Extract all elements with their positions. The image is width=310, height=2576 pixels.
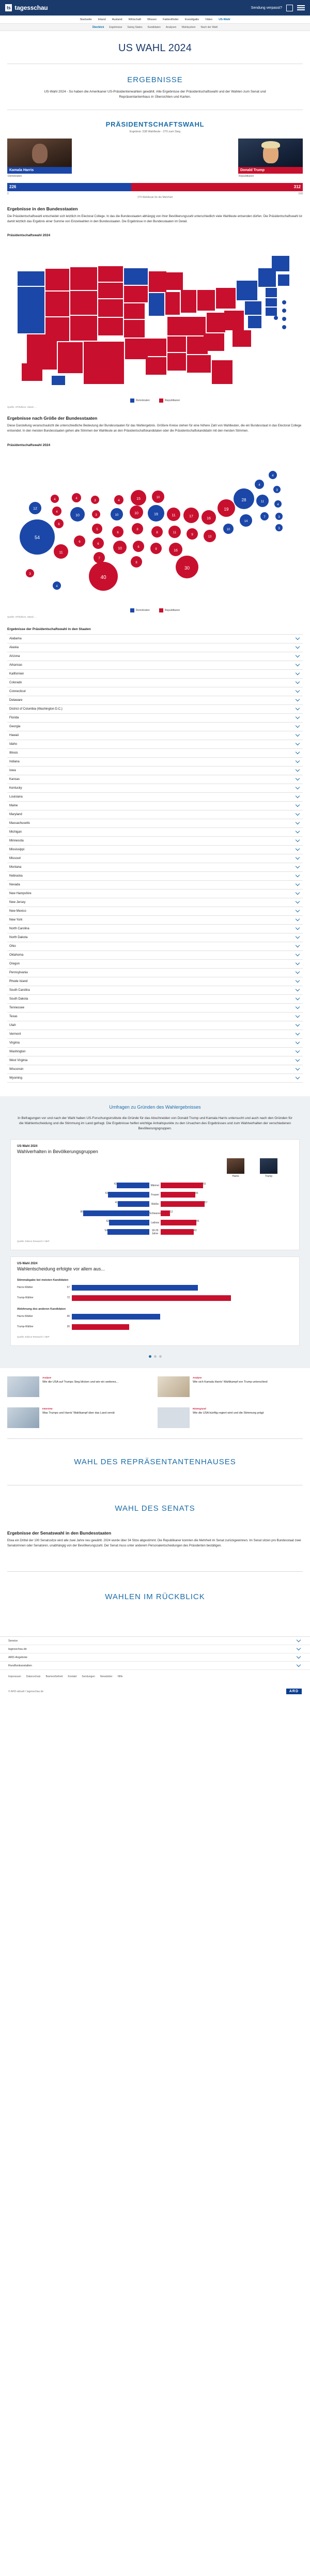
accordion-item-alabama[interactable]: Alabama (7, 635, 303, 643)
footer-links[interactable] (0, 1670, 310, 1683)
svg-text:10: 10 (156, 496, 160, 499)
electors-trump: 312 (131, 183, 303, 191)
svg-text:54: 54 (34, 534, 40, 540)
accordion-item-oklahoma[interactable]: Oklahoma (7, 951, 303, 960)
chevron-down-icon[interactable] (296, 750, 300, 754)
accordion-item-oregon[interactable]: Oregon (7, 960, 303, 969)
footer-item-ard-angebote[interactable]: ARD-Angebote (0, 1653, 310, 1662)
candidate-row (0, 139, 310, 179)
bubble-map-source: Quelle: AP/Edison, Stand: ... (7, 615, 37, 618)
chevron-down-icon[interactable] (296, 1057, 300, 1062)
accordion-item-delaware[interactable]: Delaware (7, 696, 303, 705)
svg-text:3: 3 (95, 513, 97, 517)
svg-text:9: 9 (191, 533, 193, 536)
accordion-item-arkansas[interactable]: Arkansas (7, 661, 303, 670)
accordion-item-rhode-island[interactable]: Rhode Island (7, 977, 303, 986)
svg-text:10: 10 (226, 528, 230, 531)
candidate-photo-harris (7, 139, 72, 167)
svg-text:10: 10 (118, 546, 122, 550)
accordion-item-michigan[interactable]: Michigan (7, 828, 303, 837)
nav-item-investigativ[interactable]: Investigativ (184, 18, 199, 21)
accordion-item-connecticut[interactable]: Connecticut (7, 687, 303, 696)
svg-text:11: 11 (59, 550, 63, 555)
accordion-item-new-jersey[interactable]: New Jersey (7, 898, 303, 907)
teaser-thumbnail-3 (7, 1407, 39, 1428)
svg-text:40: 40 (100, 574, 106, 580)
svg-text:3: 3 (278, 515, 280, 519)
block-electors-heading: Ergebnisse in den Bundesstaaten (7, 206, 78, 211)
survey-row-maenner: 42 Männer 55 (17, 1182, 293, 1189)
accordion-item-nevada[interactable]: Nevada (7, 881, 303, 890)
chevron-down-icon[interactable] (297, 1646, 301, 1650)
block-size (0, 408, 310, 436)
svg-text:4: 4 (54, 498, 56, 501)
chevron-down-icon[interactable] (296, 961, 300, 965)
svg-text:3: 3 (94, 499, 96, 502)
accordion-item-north-carolina[interactable]: North Carolina (7, 925, 303, 933)
footer-link-barrierefreiheit[interactable]: Barrierefreiheit (45, 1675, 63, 1679)
candidate-card-trump[interactable] (238, 139, 303, 179)
teaser-row-2 (0, 1407, 310, 1438)
footer-link-sendungen[interactable]: Sendungen (82, 1675, 95, 1679)
svg-text:4: 4 (272, 474, 274, 478)
accordion-item-south-dakota[interactable]: South Dakota (7, 995, 303, 1004)
accordion-item-mississippi[interactable]: Mississippi (7, 846, 303, 854)
teaser-4[interactable]: Hintergrund Wie die USA künftig regiert wird und die Stimmung prägt (158, 1407, 303, 1428)
svg-text:13: 13 (208, 535, 212, 539)
map-source: Quelle: AP/Edison, Stand: ... (7, 406, 37, 409)
svg-text:4: 4 (75, 497, 78, 500)
svg-text:30: 30 (184, 565, 190, 571)
chevron-down-icon[interactable] (296, 838, 300, 842)
card-kicker: US-Wahl 2024 (17, 1144, 38, 1148)
chevron-down-icon[interactable] (296, 987, 300, 991)
subnav-item-swing-states[interactable]: Swing States (127, 25, 143, 29)
accordion-item-wyoming[interactable]: Wyoming (7, 1074, 303, 1083)
footer-link-kontakt[interactable]: Kontakt (68, 1675, 77, 1679)
accordion-item-minnesota[interactable]: Minnesota (7, 837, 303, 846)
chevron-down-icon[interactable] (296, 1005, 300, 1009)
section-title-ergebnisse: ERGEBNISSE (127, 75, 183, 84)
chevron-down-icon[interactable] (296, 864, 300, 868)
svg-text:15: 15 (136, 497, 141, 501)
section-title-repraesentantenhaus: WAHL DES REPRÄSENTANTENHAUSES (74, 1457, 236, 1466)
accordion-item-district-of-columbia[interactable]: District of Columbia (Washington D.C.) (7, 705, 303, 714)
chevron-down-icon[interactable] (296, 662, 300, 666)
mini-candidate-trump: Trump (260, 1158, 277, 1178)
chevron-down-icon[interactable] (296, 891, 300, 895)
accordion-item-iowa[interactable]: Iowa (7, 766, 303, 775)
sendung-verpasst-label[interactable]: Sendung verpasst? (251, 6, 282, 10)
states-accordion[interactable] (7, 634, 303, 1083)
accordion-item-kansas[interactable]: Kansas (7, 775, 303, 784)
chevron-down-icon[interactable] (296, 759, 300, 763)
chevron-down-icon[interactable] (296, 847, 300, 851)
svg-text:4: 4 (56, 510, 58, 514)
teaser-thumbnail-2 (158, 1376, 190, 1397)
sub-nav[interactable] (0, 24, 310, 31)
legend-dem: Demokraten (130, 398, 150, 403)
accordion-item-georgia[interactable]: Georgia (7, 723, 303, 731)
us-bubble-map[interactable] (7, 450, 303, 605)
svg-text:8: 8 (136, 528, 138, 531)
svg-text:10: 10 (75, 513, 80, 517)
bar-harris-rejection: Harris-Wähler 40 (17, 1313, 293, 1321)
chevron-down-icon[interactable] (296, 803, 300, 807)
accordion-item-virginia[interactable]: Virginia (7, 1039, 303, 1048)
carousel-dots[interactable] (0, 1352, 310, 1358)
chevron-down-icon[interactable] (296, 899, 300, 903)
svg-text:19: 19 (224, 507, 229, 512)
svg-text:28: 28 (241, 497, 246, 502)
map-states (18, 256, 289, 385)
accordion-item-florida[interactable]: Florida (7, 714, 303, 723)
chevron-down-icon[interactable] (296, 724, 300, 728)
accordion-item-maryland[interactable]: Maryland (7, 810, 303, 819)
scale-right: 538 (298, 192, 303, 195)
accordion-item-ohio[interactable]: Ohio (7, 942, 303, 951)
svg-text:14: 14 (244, 519, 248, 523)
chevron-down-icon[interactable] (296, 952, 300, 956)
accordion-item-louisiana[interactable]: Louisiana (7, 793, 303, 802)
survey-row-schwarze: 86 Schwarze 12 (17, 1210, 293, 1217)
accordion-item-utah[interactable]: Utah (7, 1021, 303, 1030)
accordion-item-west-virginia[interactable]: West Virginia (7, 1056, 303, 1065)
accordion-item-north-dakota[interactable]: North Dakota (7, 933, 303, 942)
map-caption: Präsidentschaftswahl 2024 (7, 234, 51, 238)
accordion-item-hawaii[interactable]: Hawaii (7, 731, 303, 740)
teaser-row-1 (0, 1368, 310, 1407)
candidate-name-harris: Kamala Harris (7, 167, 72, 174)
accordion-item-nebraska[interactable]: Nebraska (7, 872, 303, 881)
card-title: Wahlverhalten in Bevölkerungsgruppen (17, 1148, 98, 1154)
section-title-rueckblick: WAHLEN IM RÜCKBLICK (105, 1592, 205, 1602)
footer (0, 1636, 310, 1703)
chevron-down-icon[interactable] (296, 794, 300, 798)
card-candidates (17, 1158, 293, 1178)
card-source: Quelle: Edison Research / NEP (17, 1239, 50, 1243)
chevron-down-icon[interactable] (296, 829, 300, 833)
svg-text:16: 16 (207, 516, 211, 520)
candidate-party-trump: Republikaner (239, 174, 254, 178)
chevron-down-icon[interactable] (296, 811, 300, 816)
survey-row-latinos: 52 Latinos 46 (17, 1219, 293, 1226)
teaser-3[interactable]: Interview Was Trumps und Harris' Wahlkampf über das Land verrät (7, 1407, 152, 1428)
bar-trump-rejection: Trump-Wähler 26 (17, 1323, 293, 1331)
svg-text:7: 7 (264, 515, 266, 519)
footer-item-service[interactable]: Service (0, 1637, 310, 1645)
chevron-down-icon[interactable] (296, 1022, 300, 1026)
footer-link-newsletter[interactable]: Newsletter (100, 1675, 113, 1679)
chevron-down-icon[interactable] (296, 732, 300, 737)
chevron-down-icon[interactable] (296, 908, 300, 912)
svg-text:6: 6 (58, 523, 60, 526)
card-group-b-title: Ablehnung des anderen Kandidaten (17, 1307, 66, 1311)
accordion-item-new-york[interactable]: New York (7, 916, 303, 925)
carousel-dot-2[interactable] (154, 1355, 157, 1358)
nav-item-wirtschaft[interactable]: Wirtschaft (128, 18, 142, 21)
svg-text:6: 6 (97, 542, 99, 546)
chevron-down-icon[interactable] (296, 1049, 300, 1053)
accordion-item-arizona[interactable]: Arizona (7, 652, 303, 661)
svg-text:8: 8 (135, 561, 137, 564)
chevron-down-icon[interactable] (296, 1040, 300, 1044)
chevron-down-icon[interactable] (296, 741, 300, 745)
footer-link-datenschutz[interactable]: Datenschutz (26, 1675, 41, 1679)
legend-rep: Republikaner (159, 608, 180, 612)
survey-section (0, 1096, 310, 1368)
block-electors (0, 199, 310, 226)
chevron-down-icon[interactable] (296, 820, 300, 824)
svg-text:11: 11 (260, 500, 265, 503)
accordion-item-kentucky[interactable]: Kentucky (7, 784, 303, 793)
brand-logo[interactable] (5, 4, 48, 11)
top-bar (0, 0, 310, 16)
svg-text:3: 3 (276, 488, 278, 492)
section-title-senat: WAHL DES SENATS (115, 1504, 195, 1513)
teaser-2[interactable]: Analyse Wie sich Kamala Harris' Wahlkampf von Trump unterschied (158, 1376, 303, 1397)
majority-label: 270 Wahlleute für die Mehrheit (137, 195, 173, 199)
card-source: Quelle: Edison Research / NEP (17, 1335, 50, 1338)
footer-item-tagesschau[interactable]: tagesschau.de (0, 1645, 310, 1653)
chevron-down-icon[interactable] (296, 917, 300, 921)
block-electors-text: Die Präsidentschaftswahl entscheidet sich letztlich im Electoral College. In das die Bundesstaaten abhängig von ihrer Bevölkerungszahl unterschiedlich viele Wahlleute entsenden dürfen. Die Präsidentschaftswahl ist damit letztlich das Ergebnis einer Summe von Einzelwahlen in den Bundesstaaten. Die Ergebnisse in den Bundesstaaten im Detail. (7, 214, 302, 223)
svg-text:12: 12 (33, 507, 37, 511)
footer-item-rundfunkanstalten[interactable]: Rundfunkanstalten (0, 1662, 310, 1670)
search-icon[interactable] (286, 5, 293, 11)
chevron-down-icon[interactable] (297, 1654, 301, 1659)
scale-left: 0 (7, 192, 9, 195)
chevron-down-icon[interactable] (296, 715, 300, 719)
subnav-item-nach-der-wahl[interactable]: Nach der Wahl (200, 25, 218, 29)
electoral-subtitle: Ergebnis: 538 Wahlleute - 270 zum Sieg (129, 130, 181, 133)
candidate-name-trump: Donald Trump (238, 167, 303, 174)
bar-trump-support: Trump-Wähler 72 (17, 1294, 293, 1302)
card-title: Wahlentscheidung erfolgte vor allem aus... (17, 1266, 105, 1271)
accordion-item-montana[interactable]: Montana (7, 863, 303, 872)
electors-harris: 226 (7, 183, 131, 191)
states-accordion-heading: Ergebnisse der Präsidentschaftswahl in den Staaten (7, 627, 91, 631)
teaser-thumbnail-1 (7, 1376, 39, 1397)
accordion-item-maine[interactable]: Maine (7, 802, 303, 810)
candidate-card-harris[interactable] (7, 139, 72, 179)
subnav-item-analysen[interactable]: Analysen (165, 25, 177, 29)
chevron-down-icon[interactable] (296, 934, 300, 939)
chevron-down-icon[interactable] (296, 706, 300, 710)
svg-text:16: 16 (174, 548, 178, 553)
chevron-down-icon[interactable] (296, 1014, 300, 1018)
accordion-item-vermont[interactable]: Vermont (7, 1030, 303, 1039)
card-kicker: US-Wahl 2024 (17, 1262, 38, 1265)
accordion-item-indiana[interactable]: Indiana (7, 758, 303, 766)
chevron-down-icon[interactable] (296, 943, 300, 947)
subnav-item-kandidaten[interactable]: Kandidaten (147, 25, 161, 29)
candidate-party-harris: Demokraten (8, 174, 22, 178)
us-election-map[interactable] (7, 240, 303, 395)
ard-logo: ARD (286, 1689, 302, 1694)
brand-text: tagesschau (14, 4, 48, 11)
subnav-item-ueberblick[interactable]: Überblick (92, 25, 104, 29)
survey-row-frauen: 53 Frauen 45 (17, 1191, 293, 1199)
accordion-item-texas[interactable]: Texas (7, 1013, 303, 1021)
nav-item-us-wahl[interactable]: US-Wahl (219, 18, 230, 21)
bubble-map-caption: Präsidentschaftswahl 2024 (7, 443, 51, 447)
svg-text:9: 9 (155, 547, 157, 551)
chevron-down-icon[interactable] (296, 785, 300, 789)
chevron-down-icon[interactable] (297, 1638, 301, 1642)
svg-text:11: 11 (173, 531, 177, 534)
survey-intro: In Befragungen vor und nach der Wahl haben US-Forschungsinstitute die Gründe für das Abschneiden von Donald Trump und Kamala Harris untersucht und auch nach den Gründen für die Wahlentscheidung und die Stimmung im Land gefragt. Die Ergebnisse helfen wichtige Anhaltspunkte zu den Ursachen des Ergebnisses und zum Wahlverhalten der verschiedenen Bevölkerungsgruppen. (18, 1116, 292, 1131)
chevron-down-icon[interactable] (296, 1031, 300, 1035)
svg-text:7: 7 (98, 557, 100, 560)
map-legend (0, 395, 310, 404)
subnav-item-wahlsystem[interactable]: Wahlsystem (181, 25, 196, 29)
nav-item-video[interactable]: Video (205, 18, 213, 21)
block-size-heading: Ergebnisse nach Größe der Bundesstaaten (7, 416, 98, 421)
main-nav[interactable] (0, 16, 310, 24)
svg-text:10: 10 (115, 513, 119, 517)
nav-item-faktenfinder[interactable]: Faktenfinder (163, 18, 179, 21)
chevron-down-icon[interactable] (296, 697, 300, 701)
chevron-down-icon[interactable] (296, 926, 300, 930)
survey-card-bevoelkerungsgruppen[interactable] (10, 1139, 300, 1250)
chevron-down-icon[interactable] (296, 873, 300, 877)
footer-link-impressum[interactable]: Impressum (8, 1675, 21, 1679)
nav-item-startseite[interactable]: Startseite (80, 18, 92, 21)
candidate-photo-trump (238, 139, 303, 167)
copyright: © ARD-aktuell / tagesschau.de (8, 1690, 44, 1693)
chevron-down-icon[interactable] (296, 1075, 300, 1079)
accordion-item-new-hampshire[interactable]: New Hampshire (7, 890, 303, 898)
chevron-down-icon[interactable] (296, 970, 300, 974)
legend-dem: Demokraten (130, 608, 150, 612)
legend-rep: Republikaner (159, 398, 180, 403)
accordion-item-massachusetts[interactable]: Massachusetts (7, 819, 303, 828)
survey-row-18-29: 54 18-29 Jahre 43 (104, 1229, 197, 1235)
svg-text:3: 3 (278, 527, 280, 530)
accordion-item-new-mexico[interactable]: New Mexico (7, 907, 303, 916)
teaser-1[interactable]: Analyse Wie die USA auf Trumps Sieg blicken und wie ein weiteres... (7, 1376, 152, 1397)
survey-row-weisse: 41 Weiße 57 (17, 1201, 293, 1208)
accordion-item-wisconsin[interactable]: Wisconsin (7, 1065, 303, 1074)
bar-harris-support: Harris-Wähler 57 (17, 1284, 293, 1292)
svg-text:4: 4 (277, 503, 279, 507)
accordion-item-illinois[interactable]: Illinois (7, 749, 303, 758)
accordion-item-kalifornien[interactable]: Kalifornien (7, 670, 303, 679)
card-group-a-title: Stimmabgabe bei meisten Kandidaten (17, 1278, 69, 1282)
svg-text:6: 6 (137, 545, 140, 549)
mini-candidate-harris: Harris (227, 1158, 244, 1178)
survey-card-wahlentscheidung[interactable] (10, 1256, 300, 1346)
svg-text:6: 6 (117, 531, 119, 534)
chevron-down-icon[interactable] (296, 768, 300, 772)
svg-text:10: 10 (134, 511, 138, 515)
accordion-item-pennsylvania[interactable]: Pennsylvania (7, 969, 303, 977)
bubble-map-legend (0, 605, 310, 614)
block-senate-text: Etwa ein Drittel der 100 Senatssitze wird alle zwei Jahre neu gewählt. 2024 wurde über 34 Sitze abgestimmt. Die Republikaner konnten die Mehrheit im Senat zurückgewinnen. Im Senat sitzen pro Bundesstaat zwei Senatorinnen oder Senatoren, unabhängig von der Bevölkerungszahl. Der Senat muss unter anderem Personalentscheidungen des Präsidenten bestätigen. (7, 1539, 301, 1547)
block-senate (0, 1523, 310, 1551)
chevron-down-icon[interactable] (296, 996, 300, 1000)
accordion-item-colorado[interactable]: Colorado (7, 679, 303, 687)
svg-text:6: 6 (79, 540, 81, 544)
chevron-down-icon[interactable] (296, 653, 300, 657)
chevron-down-icon[interactable] (296, 688, 300, 693)
carousel-dot-1[interactable] (149, 1355, 151, 1358)
accordion-item-missouri[interactable]: Missouri (7, 854, 303, 863)
hamburger-menu-icon[interactable] (297, 5, 305, 10)
chevron-down-icon[interactable] (296, 671, 300, 675)
page-title: US WAHL 2024 (118, 42, 192, 54)
teaser-thumbnail-4 (158, 1407, 190, 1428)
svg-text:19: 19 (154, 512, 158, 516)
accordion-item-alaska[interactable]: Alaska (7, 643, 303, 652)
chevron-down-icon[interactable] (296, 855, 300, 860)
nav-item-wissen[interactable]: Wissen (147, 18, 157, 21)
chevron-down-icon[interactable] (296, 636, 300, 640)
logo-mark: ts (5, 4, 12, 11)
subnav-item-ergebnisse[interactable]: Ergebnisse (109, 25, 122, 29)
svg-text:11: 11 (172, 513, 176, 517)
svg-text:17: 17 (189, 514, 193, 518)
mini-photo-trump (260, 1158, 277, 1174)
nav-item-inland[interactable]: Inland (98, 18, 106, 21)
chevron-down-icon[interactable] (296, 776, 300, 780)
accordion-item-washington[interactable]: Washington (7, 1048, 303, 1056)
chevron-down-icon[interactable] (296, 1066, 300, 1070)
svg-text:4: 4 (118, 499, 120, 502)
electoral-result-bar (0, 179, 310, 191)
mini-photo-harris (227, 1158, 244, 1174)
chevron-down-icon[interactable] (296, 645, 300, 649)
section-title-praesidentschaftswahl: PRÄSIDENTSCHAFTSWAHL (105, 120, 205, 128)
svg-text:4: 4 (56, 585, 58, 588)
chevron-down-icon[interactable] (296, 680, 300, 684)
svg-text:4: 4 (258, 483, 260, 487)
block-size-text: Diese Darstellung veranschaulicht die unterschiedliche Bedeutung der Bundesstaaten für das Wahlergebnis. Größere Kreise stehen für eine höhere Zahl von Wahlleuten, die ein Bundesstaat in das Electoral College entsendet. In den meisten Bundesstaaten gehen alle Stimmen der Wahlleute an den Präsidentschaftskandidaten oder die Präsidentschaftskandidatin mit den meisten Stimmen. (7, 424, 302, 433)
accordion-item-idaho[interactable]: Idaho (7, 740, 303, 749)
block-senate-heading: Ergebnisse der Senatswahl in den Bundesstaaten (7, 1530, 112, 1536)
nav-item-ausland[interactable]: Ausland (112, 18, 122, 21)
accordion-item-south-carolina[interactable]: South Carolina (7, 986, 303, 995)
chevron-down-icon[interactable] (296, 882, 300, 886)
carousel-dot-3[interactable] (159, 1355, 162, 1358)
accordion-item-tennessee[interactable]: Tennessee (7, 1004, 303, 1013)
svg-text:5: 5 (96, 528, 98, 531)
svg-text:8: 8 (156, 531, 158, 534)
survey-title: Umfragen zu Gründen des Wahlergebnisses (109, 1104, 201, 1110)
svg-text:3: 3 (29, 572, 31, 576)
chevron-down-icon[interactable] (296, 978, 300, 983)
footer-link-hilfe[interactable]: Hilfe (117, 1675, 123, 1679)
chevron-down-icon[interactable] (297, 1663, 301, 1667)
section-intro-ergebnisse: US-Wahl 2024 - So haben die Amerikaner US-Präsidentenwahlen gewählt. Alle Ergebnisse der Präsidentschaftswahl und der Wahlen zum Senat und Repräsentantenhaus in Übersichten und Karten. (44, 90, 266, 99)
